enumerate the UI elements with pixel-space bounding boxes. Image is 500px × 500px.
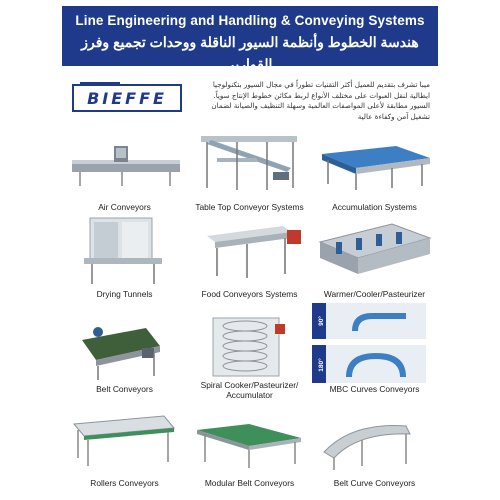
pasteurizer-image [312,212,437,282]
product-label: Warmer/Cooler/Pasteurizer [323,289,426,299]
mbc-badge-180: 180° [318,358,325,372]
intro-paragraph: ميبا تشرف بتقديم للعميل أكثر التقنيات تطوراً في مجال السيور بتكنولوجيا ايطالية لنقل العبوات على مختلف الأنواع لربط مكائن خطوط الإنتاج سوياً. السيور مطابقة لأعلى المواصفات العالمية وسهلة التنظيف والصيانة لضمان تشغيل آمن وكفاءة عالية [211,80,430,121]
belt-curve-conveyor-image [312,408,437,478]
mbc-curves-image [312,303,437,373]
air-conveyor-image [62,128,187,198]
food-conveyor-image [187,212,312,282]
product-label: Modular Belt Conveyors [204,478,295,488]
product-label: Food Conveyors Systems [201,289,298,299]
product-label: MBC Curves Conveyors [329,384,420,394]
drying-tunnel-image [62,212,187,282]
brochure-page [62,0,438,500]
product-label: Accumulation Systems [332,202,417,212]
product-label: Belt Curve Conveyors [333,478,416,488]
logo-accent-bar [80,82,120,84]
product-label: Air Conveyors [98,202,151,212]
mbc-badge-90: 90° [318,316,325,326]
title-arabic: هندسة الخطوط وأنظمة السيور الناقلة ووحدات تجميع وفرز القوارير [81,34,419,72]
bieffe-logo [72,84,182,112]
belt-conveyor-image [62,310,187,380]
product-label: Rollers Conveyors [90,478,159,488]
modular-belt-conveyor-image [187,408,312,478]
product-label: Belt Conveyors [96,384,153,394]
title-english: Line Engineering and Handling & Conveying Systems [75,13,425,28]
product-label: Drying Tunnels [96,289,153,299]
logo-text: BIEFFE [87,88,167,108]
table-top-conveyor-image [187,128,312,198]
spiral-cooker-image [187,310,312,380]
product-label: Spiral Cooker/Pasteurizer/ Accumulator [200,380,299,400]
roller-conveyor-image [62,408,187,478]
product-label: Table Top Conveyor Systems [195,202,304,212]
accumulation-system-image [312,128,437,198]
header-banner [62,6,438,72]
